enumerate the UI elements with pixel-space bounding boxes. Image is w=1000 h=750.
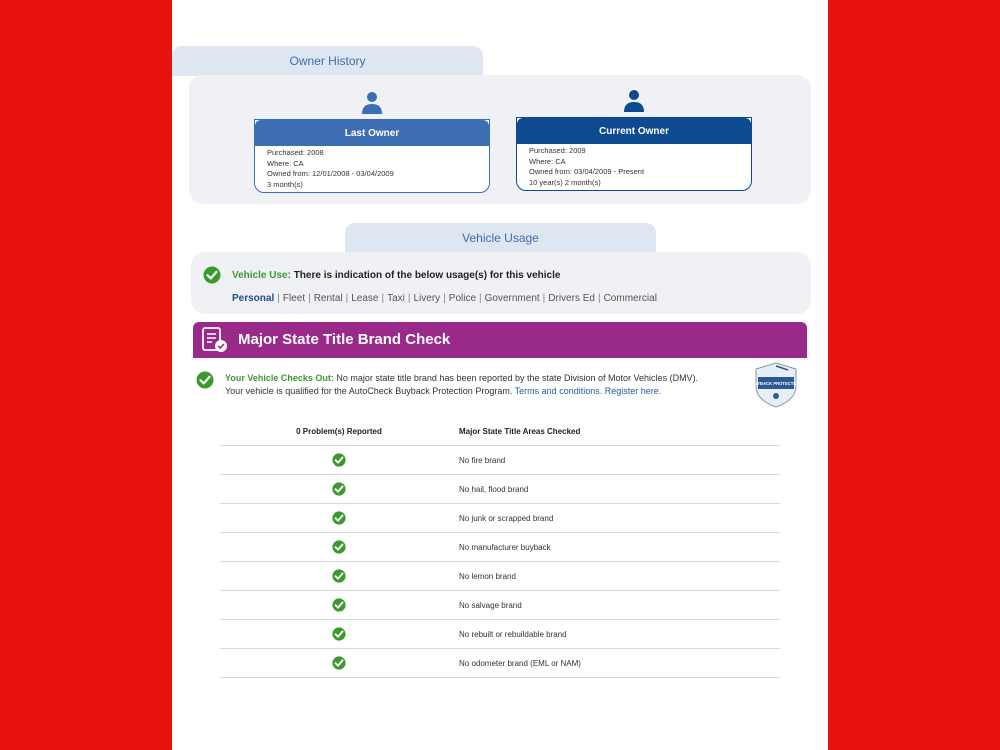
usage-item-rental: Rental [313,293,343,304]
current-owner-title: Current Owner [517,118,751,144]
last-owner-purchased: Purchased: 2008 [267,148,324,157]
vehicle-usage-panel [191,252,811,314]
table-header-row [220,418,780,446]
last-owner-person-icon [361,91,383,115]
row-check-icon [332,598,346,612]
usage-item-drivers-ed: Drivers Ed [548,293,595,304]
row-check-cell [220,504,458,533]
vehicle-usage-tab-label: Vehicle Usage [462,231,539,245]
current-owner-owned-from: Owned from: 03/04/2009 - Present [529,167,645,176]
row-check-cell [220,533,458,562]
row-check-icon [332,569,346,583]
vehicle-usage-tab [345,223,656,253]
row-area-label: No lemon brand [458,562,780,591]
row-area-label: No rebuilt or rebuildable brand [458,620,780,649]
row-area-label: No hail, flood brand [458,475,780,504]
current-owner-duration: 10 year(s) 2 month(s) [529,177,601,187]
owner-history-tab-label: Owner History [289,54,366,68]
row-check-cell [220,591,458,620]
title-brand-table [220,418,780,678]
buyback-qualified-text: Your vehicle is qualified for the AutoCheck Buyback Protection Program. [225,386,513,396]
table-row [220,620,780,649]
areas-checked-header: Major State Title Areas Checked [458,418,780,446]
terms-link[interactable]: Terms and conditions. [514,386,603,396]
current-owner-where: Where: CA [529,156,566,166]
last-owner-owned-from: Owned from: 12/01/2008 - 03/04/2009 [267,169,394,178]
row-check-icon [332,656,346,670]
usage-item-taxi: Taxi [387,293,405,304]
row-check-cell [220,649,458,678]
table-row [220,533,780,562]
row-check-icon [332,511,346,525]
row-check-cell [220,446,458,475]
usage-item-fleet: Fleet [282,293,306,304]
checks-out-text: No major state title brand has been reported by the state Division of Motor Vehicles (DMV). [336,373,699,383]
table-row [220,562,780,591]
title-brand-status [225,372,745,398]
checks-out-label: Your Vehicle Checks Out: [225,373,334,383]
last-owner-where: Where: CA [267,158,304,168]
row-check-cell [220,562,458,591]
badge-text: BUYBACK PROTECTION [751,381,801,386]
title-document-icon [201,326,229,354]
register-link[interactable]: Register here. [604,386,662,396]
last-owner-duration: 3 month(s) [267,179,303,189]
row-check-icon [332,627,346,641]
row-area-label: No salvage brand [458,591,780,620]
buyback-protection-badge-icon [751,362,801,408]
row-check-icon [332,482,346,496]
row-area-label: No odometer brand (EML or NAM) [458,649,780,678]
current-owner-purchased: Purchased: 2009 [529,146,586,155]
table-row [220,446,780,475]
vehicle-use-check-icon [203,266,221,284]
row-check-icon [332,540,346,554]
row-check-cell [220,620,458,649]
table-row [220,504,780,533]
vehicle-use-text: There is indication of the below usage(s) for this vehicle [293,270,561,281]
usage-item-commercial: Commercial [603,293,657,304]
row-area-label: No manufacturer buyback [458,533,780,562]
last-owner-card [254,119,490,193]
table-row [220,649,780,678]
usage-item-livery: Livery [413,293,441,304]
usage-item-government: Government [484,293,540,304]
usage-item-personal: Personal [232,293,275,304]
vehicle-usage-list: Personal | Fleet | Rental | Lease | Taxi | Livery | Police | Government | Drivers Ed | Commercial [232,293,657,304]
vehicle-checks-out-icon [196,371,214,389]
usage-item-lease: Lease [351,293,379,304]
title-brand-banner-title: Major State Title Brand Check [238,331,451,348]
owner-history-tab [172,46,483,76]
current-owner-person-icon [623,89,645,113]
table-row [220,591,780,620]
last-owner-title: Last Owner [255,120,489,146]
row-check-icon [332,453,346,467]
current-owner-card [516,117,752,191]
vehicle-use-statement [232,270,560,281]
problems-reported-header: 0 Problem(s) Reported [220,418,458,446]
row-check-cell [220,475,458,504]
row-area-label: No fire brand [458,446,780,475]
vehicle-use-label: Vehicle Use: [232,270,291,281]
row-area-label: No junk or scrapped brand [458,504,780,533]
title-brand-banner [193,322,807,358]
table-row [220,475,780,504]
usage-item-police: Police [448,293,477,304]
